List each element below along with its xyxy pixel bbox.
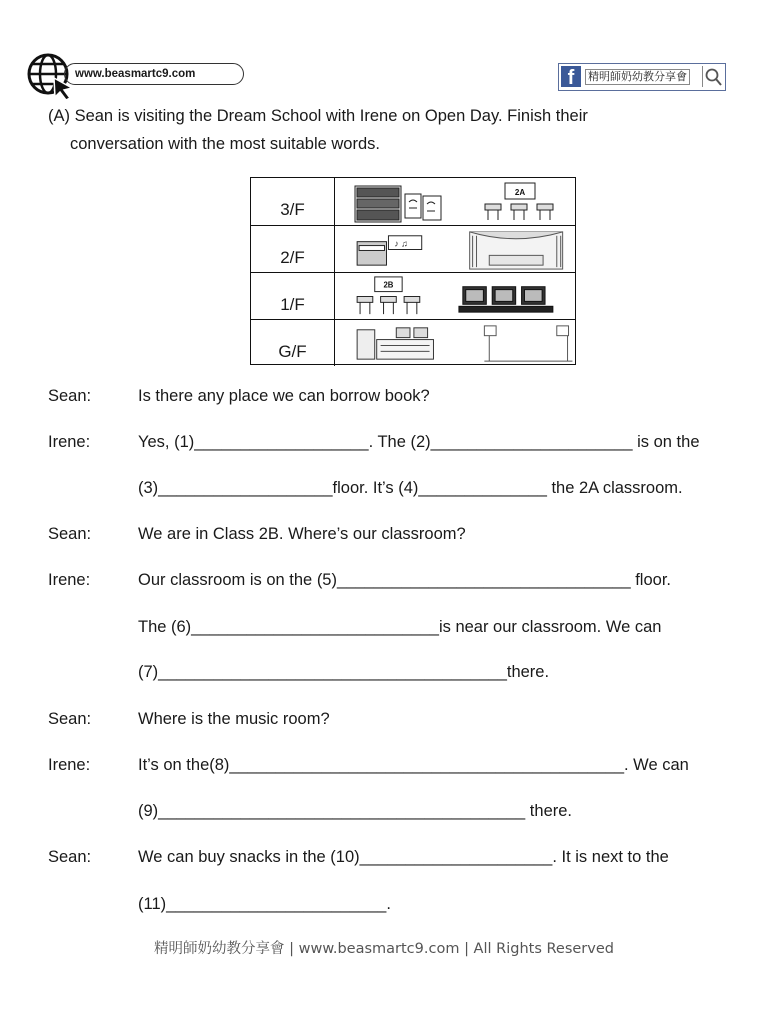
dialogue-line: (11)________________________. — [138, 895, 391, 913]
facebook-icon: f — [561, 66, 581, 87]
library-and-classroom-picture — [335, 178, 575, 225]
dialogue-line: Our classroom is on the (5)________________________________ floor. — [138, 571, 671, 589]
instructions — [48, 102, 728, 158]
speaker-label: Sean: — [48, 525, 92, 543]
music-room-and-hall-picture — [335, 226, 575, 272]
dialogue-line: Yes, (1)___________________. The (2)______________________ is on the — [138, 433, 700, 451]
tuck-shop-icon — [357, 328, 433, 359]
dialogue-line: Where is the music room? — [138, 710, 330, 728]
instruction-line-2: conversation with the most suitable words. — [70, 135, 380, 153]
speaker-label: Irene: — [48, 571, 91, 589]
speaker-label: Sean: — [48, 387, 92, 405]
music-piano-icon — [357, 236, 422, 265]
facebook-page-badge[interactable] — [558, 63, 726, 91]
site-url[interactable]: www.beasmartc9.com — [64, 63, 244, 85]
floor-label: 1/F — [251, 273, 335, 319]
floor-label: 2/F — [251, 226, 335, 272]
speaker-label: Sean: — [48, 848, 92, 866]
floor-row-2f — [251, 225, 575, 272]
search-icon[interactable] — [702, 66, 723, 87]
room-sign-2a: 2A — [514, 188, 526, 197]
library-bookshelf-icon — [355, 186, 441, 222]
speaker-label: Irene: — [48, 756, 91, 774]
floor-row-1f — [251, 272, 575, 319]
tuck-shop-and-court-picture — [335, 320, 575, 366]
dialogue-line: (7)______________________________________there. — [138, 663, 550, 681]
speaker-label: Sean: — [48, 710, 92, 728]
stage-hall-icon — [470, 232, 563, 269]
room-sign-2b: 2B — [383, 280, 394, 290]
svg-text:♪ ♫: ♪ ♫ — [394, 238, 408, 249]
floor-row-gf — [251, 319, 575, 366]
dialogue-line: The (6)___________________________is near our classroom. We can — [138, 618, 662, 636]
dialogue-line: We are in Class 2B. Where’s our classroom? — [138, 525, 466, 543]
dialogue-line: It’s on the(8)___________________________________________. We can — [138, 756, 689, 774]
basketball-court-icon — [484, 326, 572, 361]
classroom-and-computer-room-picture — [335, 273, 575, 319]
floor-label: G/F — [251, 320, 335, 366]
floor-plan-table — [250, 177, 576, 365]
computer-room-icon — [459, 287, 553, 312]
dialogue-line: (9)________________________________________ there. — [138, 802, 573, 820]
dialogue-line: We can buy snacks in the (10)_____________________. It is next to the — [138, 848, 669, 866]
footer: 精明師奶幼教分享會 | www.beasmartc9.com | All Rights Reserved — [154, 941, 614, 957]
facebook-page-name: 精明師奶幼教分享會 — [585, 69, 690, 85]
speaker-label: Irene: — [48, 433, 91, 451]
dialogue-line: (3)___________________floor. It’s (4)______________ the 2A classroom. — [138, 479, 683, 497]
floor-row-3f — [251, 178, 575, 225]
instruction-line-1: (A) Sean is visiting the Dream School with Irene on Open Day. Finish their — [48, 107, 588, 125]
dialogue-line: Is there any place we can borrow book? — [138, 387, 430, 405]
floor-label: 3/F — [251, 178, 335, 225]
